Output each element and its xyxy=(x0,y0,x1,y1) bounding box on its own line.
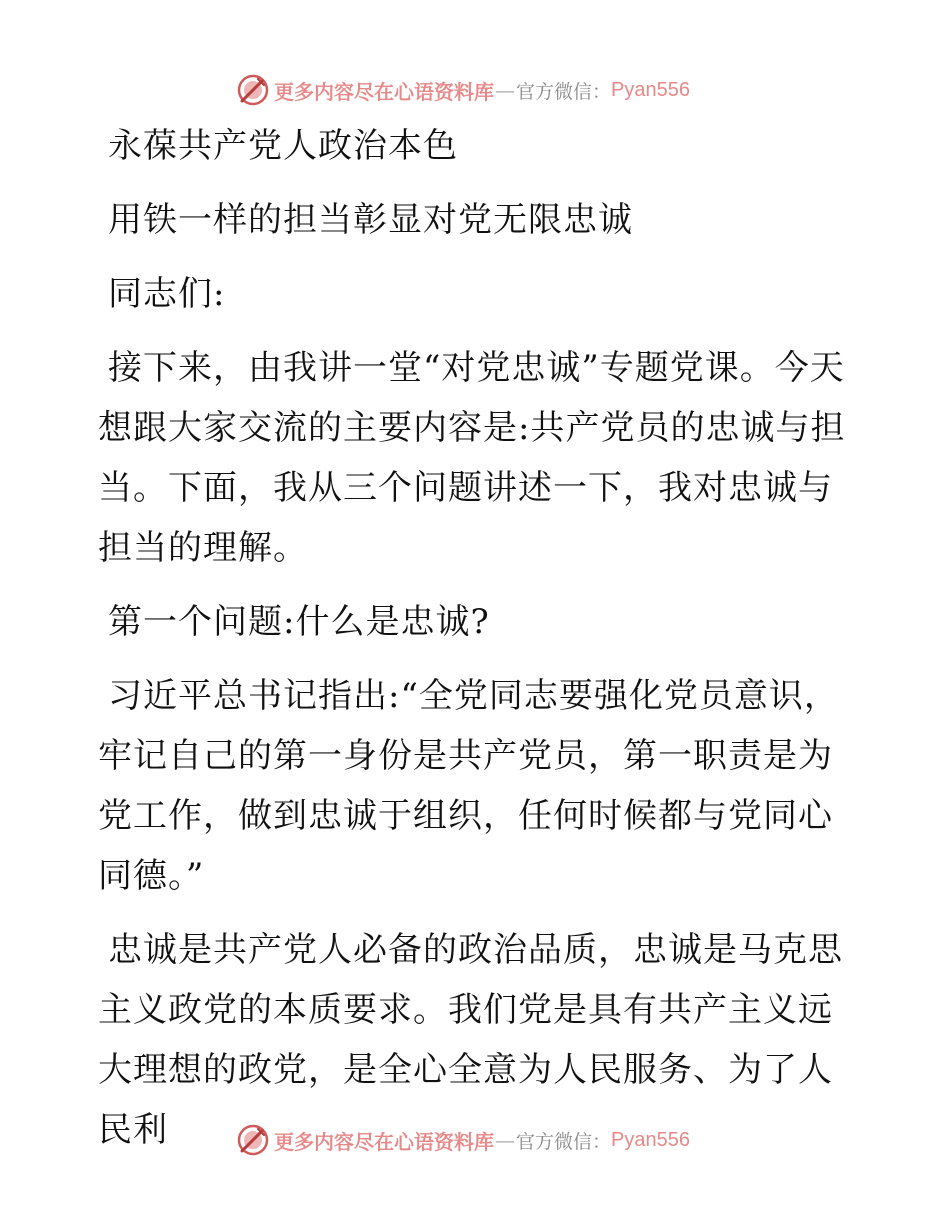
watermark-wechat-id: Pyan556 xyxy=(611,1128,690,1151)
footer-watermark xyxy=(236,1122,690,1158)
watermark-wechat-label: 官方微信： xyxy=(516,1130,612,1153)
header-watermark xyxy=(236,72,690,108)
paragraph: 习近平总书记指出:“全党同志要强化党员意识，牢记自己的第一身份是共产党员，第一职责是为党工作，做到忠诚于组织，任何时候都与党同心同德。” xyxy=(98,676,839,896)
document-subtitle: 用铁一样的担当彰显对党无限忠诚 xyxy=(108,200,633,240)
document-body xyxy=(98,116,858,1174)
document-title: 永葆共产党人政治本色 xyxy=(108,126,458,166)
watermark-wechat-id: Pyan556 xyxy=(611,78,690,101)
watermark-dash: — xyxy=(495,78,515,102)
watermark-wechat-label: 官方微信： xyxy=(516,80,612,103)
watermark-text: 更多内容尽在心语资料库 xyxy=(274,79,494,104)
paragraph: 接下来，由我讲一堂“对党忠诚”专题党课。今天想跟大家交流的主要内容是:共产党员的忠诚与担当。下面，我从三个问题讲述一下，我对忠诚与担当的理解。 xyxy=(98,348,846,568)
seal-logo-icon xyxy=(236,1123,270,1157)
paragraph: 忠诚是共产党人必备的政治品质，忠诚是马克思主义政党的本质要求。我们党是具有共产主义远大理想的政党，是全心全意为人民服务、为了人民利 xyxy=(98,930,843,1150)
section-heading: 第一个问题:什么是忠诚? xyxy=(108,602,490,642)
watermark-dash: — xyxy=(495,1128,515,1152)
watermark-text: 更多内容尽在心语资料库 xyxy=(274,1129,494,1154)
seal-logo-icon xyxy=(236,73,270,107)
salutation: 同志们: xyxy=(108,274,226,314)
